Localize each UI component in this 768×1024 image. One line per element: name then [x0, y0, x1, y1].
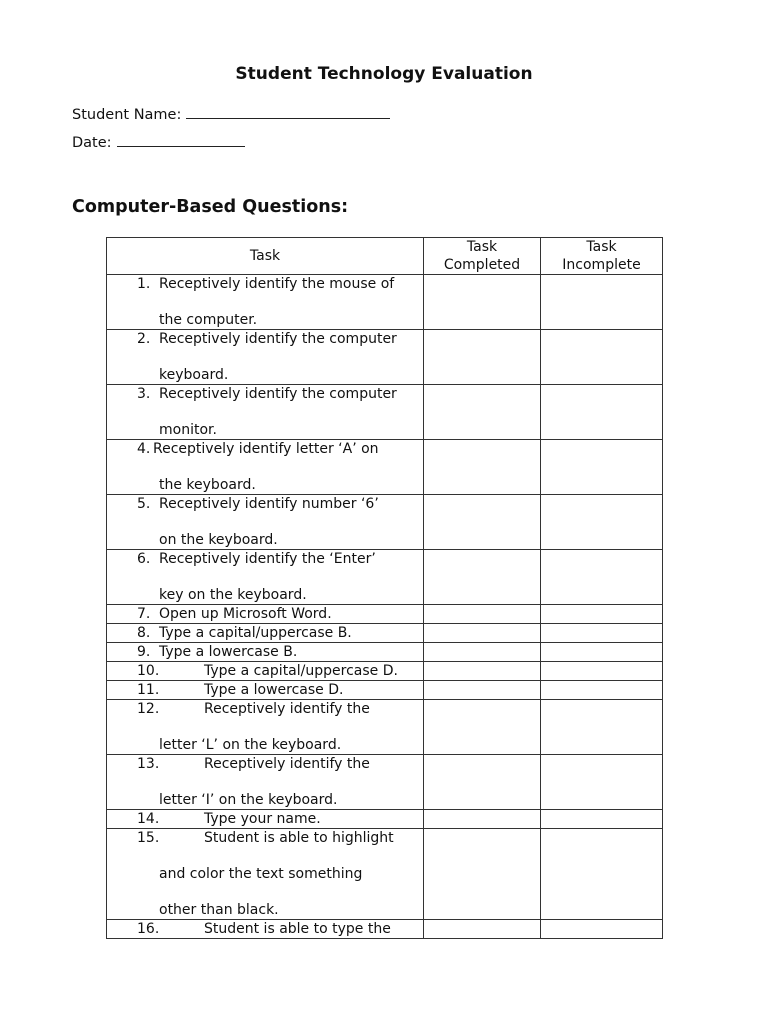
task-cell [107, 495, 424, 550]
table-row [107, 440, 663, 495]
task-text-line: the keyboard. [159, 477, 256, 493]
incomplete-checkbox-cell[interactable] [541, 700, 663, 755]
completed-checkbox-cell[interactable] [424, 810, 541, 829]
task-cell [107, 330, 424, 385]
table-row [107, 495, 663, 550]
completed-checkbox-cell[interactable] [424, 550, 541, 605]
task-cell [107, 643, 424, 662]
task-text-line [107, 458, 423, 476]
task-number: 13. [137, 756, 160, 772]
task-cell [107, 385, 424, 440]
table-row [107, 920, 663, 939]
table-row [107, 700, 663, 755]
task-text-line: Receptively identify letter ‘A’ on [153, 441, 379, 457]
table-row [107, 624, 663, 643]
task-text-line [107, 293, 423, 311]
task-text-line: Receptively identify the mouse of [159, 276, 395, 292]
incomplete-checkbox-cell[interactable] [541, 829, 663, 920]
incomplete-checkbox-cell[interactable] [541, 643, 663, 662]
header-task-incomplete: Task Incomplete [541, 238, 663, 275]
task-cell [107, 920, 424, 939]
incomplete-checkbox-cell[interactable] [541, 385, 663, 440]
task-text-line: Type a capital/uppercase D. [204, 663, 398, 679]
incomplete-checkbox-cell[interactable] [541, 550, 663, 605]
task-number: 4. [137, 441, 151, 457]
task-text-line: other than black. [159, 902, 279, 918]
task-text-line: key on the keyboard. [159, 587, 307, 603]
task-number: 6. [137, 551, 151, 567]
completed-checkbox-cell[interactable] [424, 440, 541, 495]
task-text-line [107, 513, 423, 531]
task-text-line: Type your name. [204, 811, 321, 827]
task-text-line: Receptively identify the computer [159, 331, 397, 347]
completed-checkbox-cell[interactable] [424, 700, 541, 755]
completed-checkbox-cell[interactable] [424, 755, 541, 810]
task-number: 10. [137, 663, 160, 679]
task-text-line: Student is able to type the [204, 921, 391, 937]
task-text-line: Receptively identify the ‘Enter’ [159, 551, 376, 567]
task-text-line: monitor. [159, 422, 217, 438]
task-number: 12. [137, 701, 160, 717]
task-text-line: the computer. [159, 312, 258, 328]
table-row [107, 681, 663, 700]
page-title: Student Technology Evaluation [235, 64, 533, 84]
task-text-line: Type a lowercase B. [159, 644, 298, 660]
task-text-line [107, 718, 423, 736]
completed-checkbox-cell[interactable] [424, 643, 541, 662]
date-label: Date: [72, 135, 112, 151]
task-text-line: Receptively identify the computer [159, 386, 397, 402]
task-cell [107, 810, 424, 829]
completed-checkbox-cell[interactable] [424, 495, 541, 550]
task-text-line: on the keyboard. [159, 532, 278, 548]
table-header-row [107, 238, 663, 275]
task-number: 8. [137, 625, 151, 641]
completed-checkbox-cell[interactable] [424, 920, 541, 939]
student-name-blank[interactable] [186, 104, 390, 119]
task-text-line: Student is able to highlight [204, 830, 394, 846]
task-number: 15. [137, 830, 160, 846]
task-text-line [107, 348, 423, 366]
task-text-line [107, 883, 423, 901]
task-text-line: letter ‘L’ on the keyboard. [159, 737, 342, 753]
evaluation-table [106, 237, 663, 939]
date-blank[interactable] [117, 132, 245, 147]
task-text-line: Type a capital/uppercase B. [159, 625, 352, 641]
task-number: 16. [137, 921, 160, 937]
completed-checkbox-cell[interactable] [424, 624, 541, 643]
incomplete-checkbox-cell[interactable] [541, 605, 663, 624]
task-cell [107, 440, 424, 495]
task-cell [107, 829, 424, 920]
incomplete-checkbox-cell[interactable] [541, 810, 663, 829]
task-number: 9. [137, 644, 151, 660]
table-row [107, 330, 663, 385]
header-task: Task [107, 238, 424, 275]
completed-checkbox-cell[interactable] [424, 605, 541, 624]
header-task-completed: Task Completed [424, 238, 541, 275]
task-number: 2. [137, 331, 151, 347]
incomplete-checkbox-cell[interactable] [541, 755, 663, 810]
student-name-field [72, 104, 390, 123]
task-text-line: Receptively identify number ‘6’ [159, 496, 379, 512]
task-text-line: Receptively identify the [204, 756, 370, 772]
task-text-line: letter ‘I’ on the keyboard. [159, 792, 338, 808]
task-text-line [107, 568, 423, 586]
completed-checkbox-cell[interactable] [424, 275, 541, 330]
completed-checkbox-cell[interactable] [424, 662, 541, 681]
incomplete-checkbox-cell[interactable] [541, 330, 663, 385]
table-row [107, 755, 663, 810]
table-row [107, 643, 663, 662]
task-cell [107, 755, 424, 810]
incomplete-checkbox-cell[interactable] [541, 440, 663, 495]
completed-checkbox-cell[interactable] [424, 385, 541, 440]
table-row [107, 829, 663, 920]
completed-checkbox-cell[interactable] [424, 330, 541, 385]
task-number: 14. [137, 811, 160, 827]
task-text-line [107, 403, 423, 421]
task-text-line: keyboard. [159, 367, 229, 383]
incomplete-checkbox-cell[interactable] [541, 275, 663, 330]
task-number: 11. [137, 682, 160, 698]
completed-checkbox-cell[interactable] [424, 829, 541, 920]
task-cell [107, 662, 424, 681]
task-cell [107, 275, 424, 330]
task-number: 1. [137, 276, 151, 292]
task-number: 3. [137, 386, 151, 402]
incomplete-checkbox-cell[interactable] [541, 495, 663, 550]
task-cell [107, 681, 424, 700]
task-text-line: Receptively identify the [204, 701, 370, 717]
table-row [107, 662, 663, 681]
incomplete-checkbox-cell[interactable] [541, 662, 663, 681]
table-row [107, 550, 663, 605]
incomplete-checkbox-cell[interactable] [541, 681, 663, 700]
task-text-line [107, 773, 423, 791]
task-cell [107, 624, 424, 643]
table-row [107, 810, 663, 829]
task-text-line: and color the text something [159, 866, 363, 882]
task-number: 7. [137, 606, 151, 622]
section-heading: Computer-Based Questions: [72, 197, 349, 217]
table-row [107, 385, 663, 440]
table-row [107, 605, 663, 624]
task-number: 5. [137, 496, 151, 512]
task-cell [107, 605, 424, 624]
table-row [107, 275, 663, 330]
task-cell [107, 550, 424, 605]
task-cell [107, 700, 424, 755]
task-text-line: Type a lowercase D. [204, 682, 344, 698]
date-field [72, 132, 245, 151]
table-body [107, 275, 663, 939]
incomplete-checkbox-cell[interactable] [541, 624, 663, 643]
incomplete-checkbox-cell[interactable] [541, 920, 663, 939]
student-name-label: Student Name: [72, 107, 182, 123]
task-text-line [107, 847, 423, 865]
completed-checkbox-cell[interactable] [424, 681, 541, 700]
task-text-line: Open up Microsoft Word. [159, 606, 332, 622]
